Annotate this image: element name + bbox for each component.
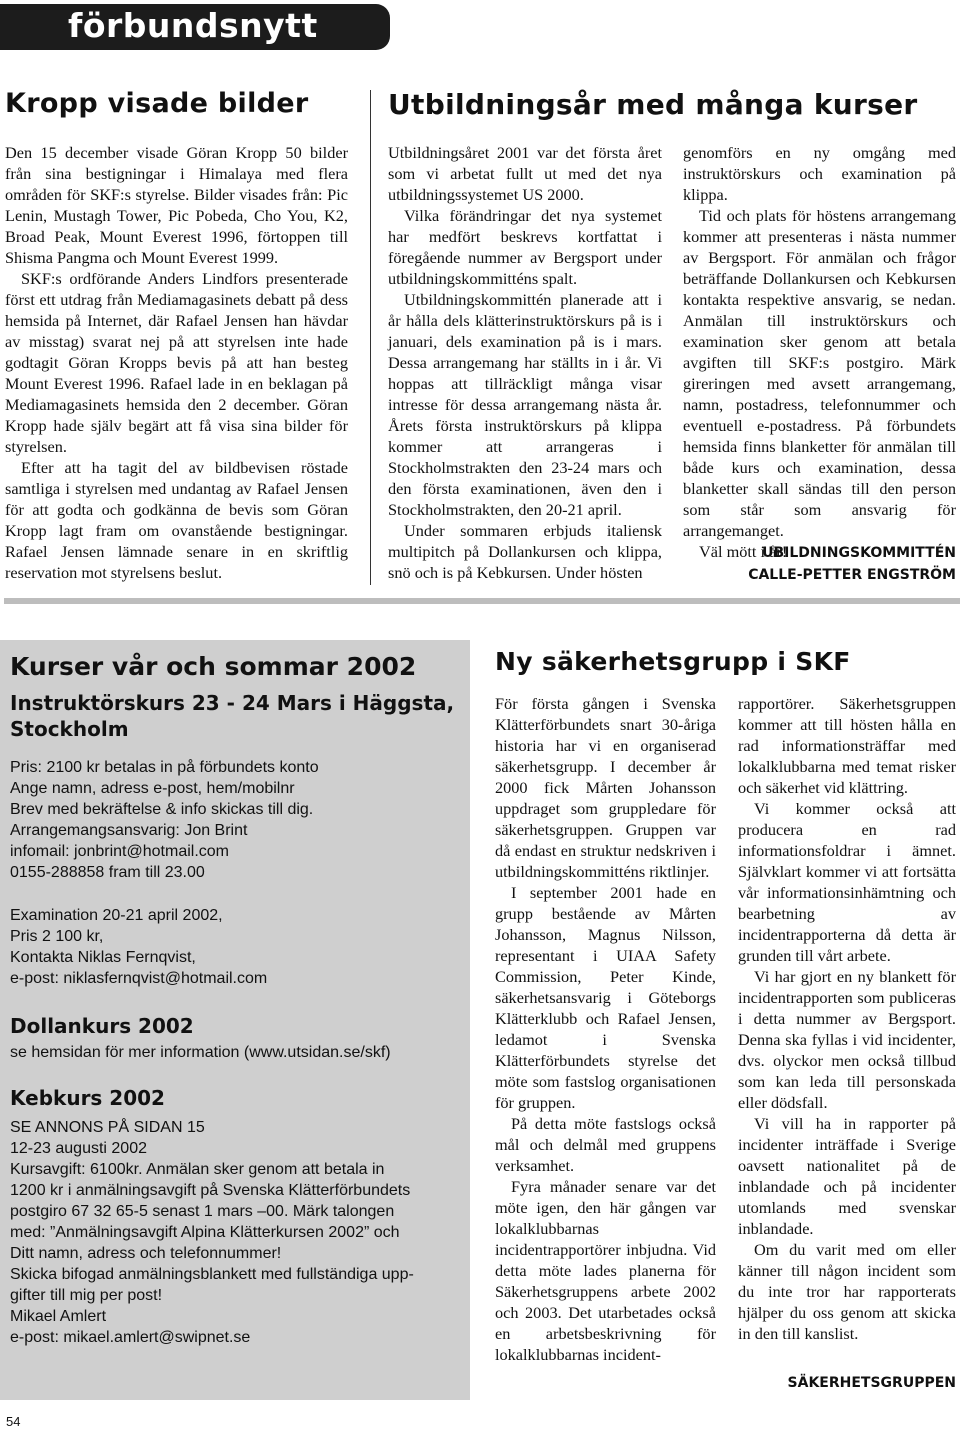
paragraph: Under sommaren erbjuds italiensk multipitch på Dollankursen och klippa, snö och is på Kebkursen. Under hösten bbox=[388, 521, 662, 582]
article-body-sakerhet-col1 bbox=[495, 693, 716, 1365]
text-line: se hemsidan för mer information (www.utsidan.se/skf) bbox=[10, 1044, 391, 1061]
article-body-utbildning-col2 bbox=[683, 142, 956, 562]
paragraph: Vilka förändringar det nya systemet har medfört beskrevs kortfattat i föregående nummer av Bergsport under utbildningskommitténs spalt. bbox=[388, 206, 662, 288]
course-heading-dollan: Dollankurs 2002 bbox=[10, 1014, 194, 1038]
text-line: Pris 2 100 kr, bbox=[10, 928, 104, 945]
article-body-utbildning-col1 bbox=[388, 142, 662, 583]
signature-sakerhetsgruppen: SÄKERHETSGRUPPEN bbox=[787, 1375, 956, 1391]
section-divider bbox=[4, 598, 960, 604]
text-line: Arrangemangsansvarig: Jon Brint bbox=[10, 822, 248, 839]
article-title-sakerhet: Ny säkerhetsgrupp i SKF bbox=[495, 647, 851, 676]
paragraph: Om du varit med om eller känner till någon incident som du inte tror har rapporterats hjälper du oss genom att skicka in den till kanslist. bbox=[738, 1240, 956, 1343]
paragraph: Utbildningskommittén planerade att i år hålla dels klätterinstruktörskurs på is i januari, dels examination på is i mars. Dessa arrangemang har ställts in i år. Vi hoppas att tillräckligt många visar intresse för dessa arrangemang nästa år. Årets första instruktörskurs på klippa kommer att arrangeras i Stockholmstrakten den 23-24 mars och den första examinationen, även den i Stockholmstrakten, den 20-21 april. bbox=[388, 290, 662, 519]
text-line: SE ANNONS PÅ SIDAN 15 bbox=[10, 1119, 205, 1136]
text-line: Ditt namn, adress och telefonnummer! bbox=[10, 1245, 282, 1262]
course-heading-keb: Kebkurs 2002 bbox=[10, 1086, 165, 1110]
paragraph: Vi kommer också att producera en rad informationsfoldrar i ämnet. Självklart kommer vi att fortsätta vår informationsinhämtning och bearbetning av incidentrapporterna då detta är grunden till vårt arbete. bbox=[738, 799, 956, 965]
paragraph: I september 2001 hade en grupp bestående av Mårten Johansson, Magnus Nilsson, representant i UIAA Safety Commission, Peter Kinde, säkerhetsansvarig i Göteborgs Klätterklubb och Rafael Jensen, ledamot i Svenska Klätterförbundets styrelse det möte som fastslog organisationen för gruppen. bbox=[495, 883, 716, 1112]
course-details-keb bbox=[10, 1117, 414, 1348]
signature-committee: UBILDNINGSKOMMITTÉN bbox=[762, 545, 956, 561]
text-line: Examination 20-21 april 2002, bbox=[10, 907, 223, 924]
text-line: 0155-288858 fram till 23.00 bbox=[10, 864, 205, 881]
text-line: Skicka bifogad anmälningsblankett med fullständiga upp- bbox=[10, 1266, 414, 1283]
text-line: Kursavgift: 6100kr. Anmälan sker genom att betala in bbox=[10, 1161, 385, 1178]
course-details-dollan bbox=[10, 1042, 391, 1063]
text-line: Mikael Amlert bbox=[10, 1308, 107, 1325]
text-line: gifter till mig per post! bbox=[10, 1287, 163, 1304]
section-banner bbox=[0, 4, 390, 50]
article-body-kropp bbox=[5, 142, 348, 583]
course-heading-instruktor: Instruktörskurs 23 - 24 Mars i Häggsta, Stockholm bbox=[10, 691, 455, 741]
column-divider bbox=[370, 90, 371, 585]
paragraph: Den 15 december visade Göran Kropp 50 bilder från sina bestigningar i Himalaya med flera områden för SKF:s styrelse. Bilder visades från: Pic Lenin, Mustagh Tower, Pic Pobeda, Cho You, K2, Broad Peak, Mount Everest 1996, förtoppen till Shisma Pangma och Mount Everest 1999. bbox=[5, 143, 348, 267]
section-banner-label: förbundsnytt bbox=[68, 6, 318, 45]
text-line: 12-23 augusti 2002 bbox=[10, 1140, 147, 1157]
text-line: med: ”Anmälningsavgift Alpina Klätterkursen 2002” och bbox=[10, 1224, 400, 1241]
text-line: postgiro 67 32 65-5 senast 1 mars –00. Märk talongen bbox=[10, 1203, 395, 1220]
paragraph: Utbildningsåret 2001 var det första året som vi arbetat fullt ut med det nya utbildningssystemet US 2000. bbox=[388, 143, 662, 204]
paragraph: Efter att ha tagit del av bildbevisen röstade samtliga i styrelsen med undantag av Rafael Jensen för att godta och godkänna de bevis som Göran Kropp lagt fram om ovanstående bestigningar. Rafael Jensen lämnade senare in en skriftlig reservation mot styrelsens beslut. bbox=[5, 458, 348, 582]
paragraph: För första gången i Svenska Klätterförbundets snart 30-åriga historia har vi en organiserad säkerhetsgrupp. I december år 2000 fick Mårten Johansson uppdraget som gruppledare för säkerhetsgruppen. Gruppen var då endast en struktur nedskriven i utbildningskommitténs riktlinjer. bbox=[495, 694, 716, 881]
paragraph: Vi har gjort en ny blankett för incidentrapporten som publiceras i detta nummer av Bergsport. Denna ska fyllas i vid incidenter, dvs. olyckor men också tillbud som kan leda till personskada eller dödsfall. bbox=[738, 967, 956, 1112]
text-line: Kontakta Niklas Fernqvist, bbox=[10, 949, 196, 966]
paragraph: genomförs en ny omgång med instruktörskurs och examination på klippa. bbox=[683, 143, 956, 204]
text-line: e-post: mikael.amlert@swipnet.se bbox=[10, 1329, 251, 1346]
article-title-utbildning: Utbildningsår med många kurser bbox=[388, 88, 918, 121]
signature-author: CALLE-PETTER ENGSTRÖM bbox=[748, 567, 956, 583]
paragraph: Fyra månader senare var det möte igen, den här gången var lokalklubbarnas incidentrapportörer inbjudna. Vid detta möte lades planerna för Säkerhetsgruppens arbete 2002 och 2003. Det utarbetades också en arbetsbeskrivning för lokalklubbarnas incident- bbox=[495, 1177, 716, 1364]
text-line: infomail: jonbrint@hotmail.com bbox=[10, 843, 229, 860]
course-details-examination bbox=[10, 905, 267, 989]
courses-box-title: Kurser vår och sommar 2002 bbox=[10, 652, 417, 681]
paragraph: SKF:s ordförande Anders Lindfors presenterade först ett utdrag från Mediamagasinets debatt på dess hemsida på Internet, där Rafael Jensen han hävdar av misstag) svarat nej på att styrelsen inte hade godtagit Göran Kropps bevis på att han besteg Mount Everest 1996. Rafael lade in en beklagan på Mediamagasinets hemsida den 2 december. Göran Kropp hade själv begärt att få visa sina bilder för styrelsen. bbox=[5, 269, 348, 456]
paragraph: På detta möte fastslogs också mål och delmål med gruppens verksamhet. bbox=[495, 1114, 716, 1175]
text-line: Brev med bekräftelse & info skickas till dig. bbox=[10, 801, 314, 818]
article-body-sakerhet-col2 bbox=[738, 693, 956, 1344]
course-details-instruktor bbox=[10, 757, 319, 883]
text-line: Pris: 2100 kr betalas in på förbundets konto bbox=[10, 759, 319, 776]
text-line: Ange namn, adress e-post, hem/mobilnr bbox=[10, 780, 295, 797]
paragraph: Vi vill ha in rapporter på incidenter inträffade i Sverige oavsett nationalitet på de inblandade och på incidenter utomlands med svenskar inblandade. bbox=[738, 1114, 956, 1238]
text-line: 1200 kr i anmälningsavgift på Svenska Klätterförbundets bbox=[10, 1182, 411, 1199]
paragraph: rapportörer. Säkerhetsgruppen kommer att till hösten hålla en rad informationsträffar med lokalklubbarna med temat risker och säkerhet vid klättring. bbox=[738, 694, 956, 797]
article-title-kropp: Kropp visade bilder bbox=[5, 88, 309, 119]
paragraph: Tid och plats för höstens arrangemang kommer att presenteras i nästa nummer av Bergsport. För anmälan och frågor beträffande Dollankursen och Kebkursen kontakta respektive ansvarig, se nedan. Anmälan till instruktörskurs och examination sker genom att betala avgiften till SKF:s postgiro. Märk gireringen med avsett arrangemang, namn, postadress, telefonnummer och eventuell e-postadress. På förbundets hemsida finns blanketter för anmälan till både kurs och examination, dessa blanketter skall sändas till den person som står som ansvarig för arrangemanget. bbox=[683, 206, 956, 540]
paragraph: Väl mött i år! bbox=[699, 542, 788, 561]
page-number: 54 bbox=[6, 1414, 21, 1429]
text-line: e-post: niklasfernqvist@hotmail.com bbox=[10, 970, 268, 987]
